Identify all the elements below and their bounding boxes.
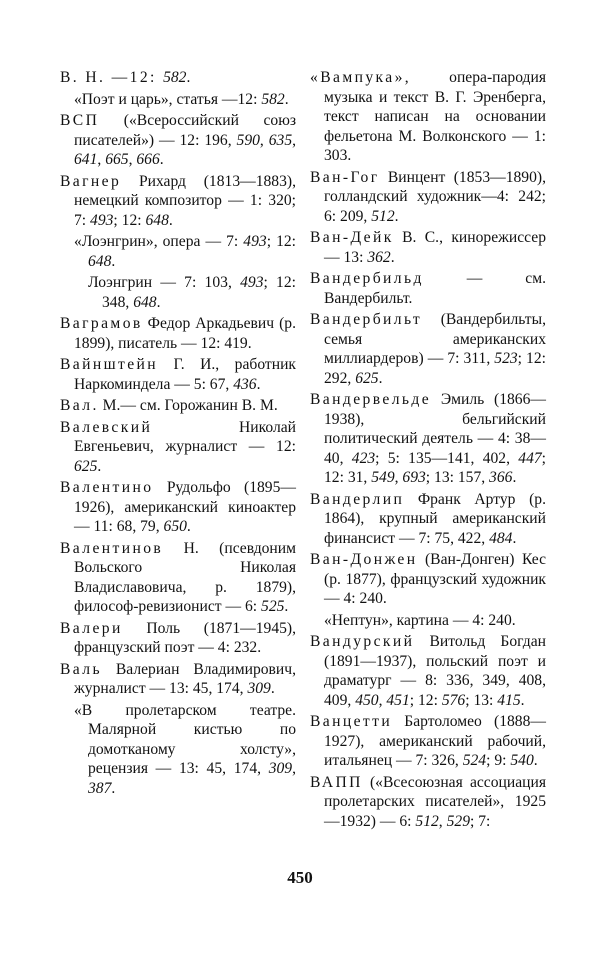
index-entry [60, 539, 296, 617]
page-reference: 523 [494, 350, 518, 367]
index-subentry [60, 232, 296, 271]
entry-headword: Вайнштейн [60, 356, 159, 373]
index-entry [310, 168, 546, 227]
entry-text: Рудольфо (1895—1926), американский киноактер — 11: 68, 79, [74, 479, 296, 535]
page-reference: 693 [402, 469, 426, 486]
entry-headword: Ван-Донжен [310, 551, 418, 568]
entry-text: Франк Артур (р. 1864), крупный американский финансист — 7: 75, 422, [324, 490, 546, 547]
index-entry [60, 172, 296, 231]
entry-headword: Вандербильд [310, 270, 424, 287]
entry-text: ; 12: 348, [102, 274, 296, 311]
page-reference: 524 [462, 752, 487, 769]
entry-text: Витольд Богдан (1891—1937), польский поэт и драматург — 8: 336, 349, 408, 409, [324, 633, 546, 709]
entry-text: . [520, 691, 525, 709]
entry-text: Бартоломео (1888—1927), американский рабочий, итальянец — 7: 326, [324, 713, 546, 769]
page-reference: 436 [233, 375, 257, 393]
entry-text: , [259, 131, 269, 149]
entry-text: . [256, 375, 261, 393]
entry-text: В. С., кинорежиссер — 13: [324, 229, 546, 266]
page-reference: 512 [415, 812, 439, 830]
entry-text: Винцент (1853—1890), голландский художник—4: 242; 6: 209, [324, 168, 546, 225]
entry-headword: Ваграмов [60, 315, 143, 332]
page-reference: 635 [268, 131, 293, 149]
entry-text: Поль (1871—1945), французский поэт — 4: 232. [74, 619, 296, 656]
index-entry [60, 314, 296, 353]
entry-headword: ВАПП [310, 773, 363, 791]
entry-text: . [390, 248, 395, 266]
entry-text: ; 13: 157, [425, 469, 490, 486]
entry-headword: Вагнер [60, 172, 122, 190]
index-subentry [60, 90, 296, 110]
entry-headword: Вандерлип [310, 490, 405, 508]
page-reference: 625 [355, 369, 379, 387]
page-reference: 493 [90, 211, 114, 229]
index-entry [310, 310, 546, 388]
index-entry [60, 68, 296, 88]
entry-text: . [270, 680, 275, 697]
index-entry [310, 632, 546, 710]
entry-text: . [284, 598, 289, 615]
entry-text: . [97, 457, 102, 475]
index-entry [310, 390, 546, 488]
entry-text: . [378, 369, 383, 387]
entry-headword: ВСП [60, 112, 100, 129]
entry-text: Н. (псевдоним Вольского Николая Владиславовича, р. 1879), философ-ревизионист — 6: [74, 539, 296, 615]
entry-text: М.— см. Горожанин В. М. [98, 397, 278, 414]
entry-text: . [284, 90, 289, 108]
entry-headword: Валь [60, 660, 102, 678]
entry-text: , опера-пародия музыка и текст В. Г. Эренберга, текст написан на основании фельетона М. Волконского — 1: 303. [324, 69, 546, 164]
page-reference: 525 [261, 598, 285, 615]
entry-text: ; 12: 31, [324, 449, 546, 486]
entry-text: ; 12: [266, 233, 296, 250]
page-reference: 512 [371, 207, 395, 225]
index-entry [310, 269, 546, 308]
page-reference: 493 [240, 274, 264, 291]
entry-headword: Вандервельде [310, 391, 432, 408]
entry-text: , [394, 469, 403, 486]
page-number: 450 [287, 868, 313, 887]
entry-text: , [128, 151, 137, 168]
page-reference: 641 [74, 151, 98, 168]
left-column [60, 68, 296, 800]
entry-text: . [159, 151, 164, 168]
entry-headword: Ван-Дейк [310, 229, 394, 246]
index-entry [60, 478, 296, 537]
entry-text: Валериан Владимирович, журналист — 13: 45, 174, [74, 660, 296, 697]
entry-text: . [186, 69, 191, 86]
entry-text: . [512, 469, 517, 486]
page-reference: 582 [163, 69, 187, 86]
page-reference: 650 [163, 518, 187, 535]
index-entry [60, 660, 296, 699]
entry-text: Николай Евгеньевич, журналист — 12: [74, 418, 296, 455]
entry-headword: Валентино [60, 479, 154, 496]
index-entry [60, 355, 296, 394]
index-entry [310, 712, 546, 771]
page-reference: 387 [88, 779, 112, 797]
entry-text: . [512, 529, 517, 547]
page-reference: 540 [510, 752, 534, 769]
entry-text: «Лоэнгрин», опера — 7: [74, 233, 244, 250]
entry-text: ; 12: 292, [324, 350, 546, 387]
entry-text: (Вандербильты, семья американских миллиардеров) — 7: 311, [324, 311, 546, 367]
page-reference: 529 [446, 812, 470, 830]
entry-text: . [394, 207, 399, 225]
page-reference: 450 [355, 691, 379, 709]
page-reference: 648 [145, 211, 169, 229]
right-column [310, 68, 546, 833]
entry-text: , [438, 812, 447, 830]
entry-headword: Валевский [60, 418, 153, 436]
index-subentry [60, 273, 296, 312]
entry-headword: Вандербильт [310, 311, 423, 328]
entry-text: , [97, 151, 106, 168]
entry-text: — см. Вандербильт. [324, 270, 546, 307]
page-reference: 576 [441, 691, 466, 709]
index-entry [310, 68, 546, 166]
entry-text: («Всероссийский союз писателей») — 12: 196, [74, 112, 296, 149]
entry-text: ; 5: 135—141, 402, [375, 449, 519, 467]
entry-text: (Ван-Донген) Кес (р. 1877), французский художник — 4: 240. [324, 551, 546, 607]
page-reference: 549 [371, 469, 395, 486]
index-entry [310, 550, 546, 609]
entry-text: Рихард (1813—1883), немецкий композитор — 1: 320; 7: [74, 172, 296, 229]
entry-text: . [168, 211, 173, 229]
page-reference: 366 [489, 469, 513, 486]
page-reference: 484 [489, 529, 513, 547]
index-entry [310, 228, 546, 267]
entry-text: , [292, 760, 296, 777]
entry-headword: Вандурский [310, 633, 415, 650]
entry-headword: Ван-Гог [310, 168, 380, 186]
entry-text: . [186, 518, 191, 535]
page-reference: 362 [367, 248, 391, 266]
entry-text: , [378, 691, 387, 709]
page-reference: 447 [518, 449, 542, 467]
index-subentry [310, 611, 546, 631]
entry-headword: Вал. [60, 397, 99, 414]
page-reference: 451 [386, 691, 410, 709]
index-entry [60, 619, 296, 658]
entry-text: . [156, 293, 161, 311]
entry-text: «Нептун», картина — 4: 240. [324, 611, 516, 629]
index-entry [310, 773, 546, 832]
page-reference: 493 [243, 233, 267, 250]
page-reference: 415 [497, 691, 521, 709]
page-reference: 666 [136, 151, 160, 168]
entry-text: ; 9: [486, 752, 511, 769]
entry-text: ; 7: [469, 812, 491, 830]
entry-headword: Валери [60, 619, 123, 637]
entry-text: ; 12: [113, 211, 146, 229]
entry-text: . [111, 779, 116, 797]
page-reference: 648 [88, 252, 112, 270]
index-entry [60, 111, 296, 170]
page-reference: 625 [74, 457, 98, 475]
page-reference: 423 [351, 449, 376, 467]
entry-text: . [533, 752, 538, 769]
page-reference: 665 [105, 151, 129, 168]
index-entry [310, 490, 546, 549]
entry-text: . [111, 252, 116, 270]
entry-headword: Ванцетти [310, 713, 393, 730]
entry-text: Лоэнгрин — 7: 103, [88, 274, 241, 291]
page-reference: 309 [268, 760, 293, 777]
page-reference: 590 [236, 131, 260, 149]
entry-text: Г. И., работник Наркоминдела — 5: 67, [74, 356, 296, 393]
entry-headword: «Вампука» [310, 69, 405, 86]
page-reference: 648 [133, 293, 157, 311]
entry-headword: В. Н. —12: [60, 69, 164, 86]
entry-text: («Всесоюзная ассоциация пролетарских писателей», 1925—1932) — 6: [324, 773, 546, 830]
index-entry [60, 396, 296, 416]
index-subentry [60, 701, 296, 799]
entry-text: ; 12: [409, 691, 442, 709]
entry-text: Федор Аркадьевич (р. 1899), писатель — 12: 419. [74, 315, 296, 352]
entry-text: Эмиль (1866—1938), бельгийский политический деятель — 4: 38—40, [324, 391, 546, 467]
page-reference: 309 [247, 680, 271, 697]
entry-text: «Поэт и царь», статья —12: [74, 90, 262, 108]
page-reference: 582 [261, 90, 285, 108]
entry-text: , [292, 131, 297, 149]
index-entry [60, 418, 296, 477]
entry-text: ; 13: [465, 691, 498, 709]
entry-headword: Валентинов [60, 539, 164, 557]
entry-text: «В пролетарском театре. Малярной кистью по домотканому холсту», рецензия — 13: 45, 174, [74, 701, 296, 777]
